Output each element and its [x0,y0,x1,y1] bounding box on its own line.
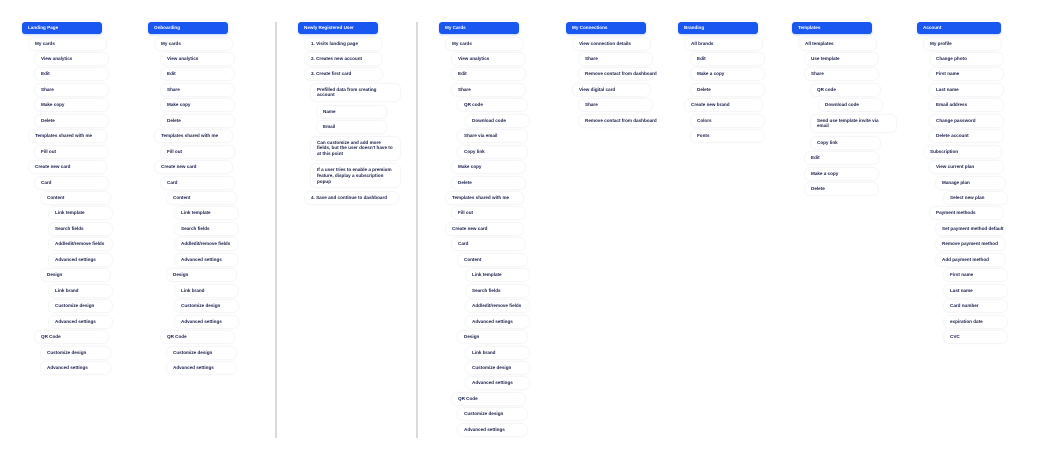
tree-node-level-2[interactable]: Card [35,177,108,189]
tree-node-level-2[interactable]: Delete [35,115,108,127]
tree-node-level-2[interactable]: Payment methods [930,207,1003,219]
column-header-account[interactable]: Account [917,22,1001,34]
tree-node-level-3[interactable]: Copy link [811,137,880,149]
tree-node-level-4[interactable]: Search fields [466,285,529,297]
tree-node-level-3[interactable]: Design [458,331,527,343]
tree-node-level-3[interactable]: Remove payment method [936,238,1005,250]
tree-node-level-3[interactable]: Customize design [41,347,110,359]
tree-node-level-3[interactable]: Content [167,192,236,204]
tree-node-level-2[interactable]: Change password [930,115,1003,127]
tree-node-level-4[interactable]: Advanced settings [49,316,112,328]
tree-node-level-1[interactable]: Create new card [29,161,106,173]
tree-node-level-4[interactable]: Advanced settings [49,254,112,266]
tree-node-level-4[interactable]: Add/edit/remove fields [175,238,238,250]
column-divider [275,22,277,438]
tree-node-level-4[interactable]: Search fields [175,223,238,235]
tree-node-level-2[interactable]: Make copy [35,99,108,111]
tree-node-level-3[interactable]: Advanced settings [167,362,236,374]
tree-node-level-1[interactable]: Templates shared with me [446,192,523,204]
tree-node-level-2[interactable]: Remove contact from dashboard [579,115,652,127]
tree-node-level-4[interactable]: Download code [819,99,882,111]
column-header-onboarding[interactable]: Onboarding [148,22,228,34]
tree-node-level-2[interactable]: QR Code [452,393,525,405]
tree-node-level-1[interactable]: My cards [446,38,523,50]
tree-node-level-3[interactable]: Copy link [458,146,527,158]
tree-node-level-4[interactable]: Add/edit/remove fields [49,238,112,250]
tree-node-level-2[interactable]: Make a copy [691,68,764,80]
tree-node-level-4[interactable]: Advanced settings [466,377,529,389]
tree-node-level-4[interactable]: CVC [944,331,1007,343]
tree-node-level-4[interactable]: Link template [49,207,112,219]
tree-node-level-2[interactable]: Make copy [452,161,525,173]
tree-node-level-2[interactable]: Delete [161,115,234,127]
tree-node-level-2[interactable]: Fonts [691,130,764,142]
tree-node-level-2[interactable]: Fill out [161,146,234,158]
tree-node-level-2[interactable]: Make copy [161,99,234,111]
tree-node-level-2[interactable]: Delete [691,84,764,96]
tree-node-level-2[interactable]: Share [579,99,652,111]
tree-node-level-4[interactable]: Advanced settings [175,254,238,266]
tree-node-level-1[interactable]: 1. Visits landing page [305,38,382,50]
tree-node-level-4[interactable]: Add/edit/remove fields [466,300,529,312]
tree-node-level-1[interactable]: 3. Create first card [305,68,382,80]
tree-node-level-2[interactable]: Share [805,68,878,80]
column-header-my-cards[interactable]: My Cards [439,22,519,34]
tree-node-level-2[interactable]: Make a copy [805,168,878,180]
tree-node-level-2[interactable]: Share [35,84,108,96]
tree-node-level-2[interactable]: Card [161,177,234,189]
tree-node-level-4[interactable]: Advanced settings [466,316,529,328]
tree-node-level-1[interactable]: All templates [799,38,876,50]
tree-node-level-1[interactable]: Create new card [446,223,523,235]
tree-node-level-3[interactable]: Advanced settings [41,362,110,374]
tree-node-level-2[interactable]: Edit [805,152,878,164]
tree-node-level-3[interactable]: Email [317,121,386,133]
tree-node-level-4[interactable]: Customize design [49,300,112,312]
tree-node-level-4[interactable]: Card number [944,300,1007,312]
tree-node-level-2[interactable]: View analytics [161,53,234,65]
column-header-my-connections[interactable]: My Connections [566,22,646,34]
tree-node-level-2[interactable]: Last name [930,84,1003,96]
tree-node-level-4[interactable]: Advanced settings [175,316,238,328]
tree-node-level-2[interactable]: Email address [930,99,1003,111]
tree-node-level-4[interactable]: Customize design [466,362,529,374]
tree-node-level-2[interactable]: QR Code [35,331,108,343]
tree-node-level-2[interactable]: View analytics [35,53,108,65]
tree-node-level-1[interactable]: 4. Save and continue to dashboard [305,192,398,204]
tree-node-level-3[interactable]: Customize design [167,347,236,359]
tree-node-level-2[interactable]: Colors [691,115,764,127]
tree-node-level-1[interactable]: Templates shared with me [155,130,232,142]
tree-node-level-2[interactable]: Edit [452,68,525,80]
tree-node-level-3[interactable]: Content [41,192,110,204]
tree-node-level-3[interactable]: Share via email [458,130,527,142]
tree-node-level-1[interactable]: View connection details [573,38,650,50]
column-header-templates[interactable]: Templates [792,22,872,34]
tree-node-level-3[interactable]: Name [317,106,386,118]
tree-node-level-3[interactable]: Send use template invite via email [811,115,896,132]
column-header-branding[interactable]: Branding [678,22,758,34]
tree-node-level-2[interactable]: View current plan [930,161,1003,173]
tree-node-level-2[interactable]: QR Code [161,331,234,343]
tree-node-level-2[interactable]: Share [452,84,525,96]
tree-node-level-3[interactable]: Manage plan [936,177,1005,189]
column-header-landing[interactable]: Landing Page [22,22,102,34]
tree-node-level-2[interactable]: Edit [161,68,234,80]
tree-node-level-3[interactable]: Add payment method [936,254,1005,266]
tree-node-level-4[interactable]: Customize design [175,300,238,312]
tree-node-level-3[interactable]: Content [458,254,527,266]
tree-node-level-3[interactable]: QR code [811,84,880,96]
tree-node-level-2[interactable]: Edit [35,68,108,80]
tree-node-level-3[interactable]: Design [167,269,236,281]
tree-node-level-2[interactable]: Delete [805,183,878,195]
tree-node-level-4[interactable]: Link brand [466,347,529,359]
tree-node-level-4[interactable]: Select new plan [944,192,1007,204]
tree-node-level-2[interactable]: Delete account [930,130,1003,142]
tree-node-level-3[interactable]: Set payment method default [936,223,1005,235]
tree-node-level-4[interactable]: expiration date [944,316,1007,328]
tree-node-level-2[interactable]: Can customize and add more fields, but the user doesn't have to at this point [311,137,400,160]
tree-node-level-2[interactable]: Share [579,53,652,65]
tree-node-level-2[interactable]: Use template [805,53,878,65]
tree-node-level-4[interactable]: Link template [175,207,238,219]
tree-node-level-2[interactable]: Delete [452,177,525,189]
tree-node-level-2[interactable]: Edit [691,53,764,65]
tree-node-level-2[interactable]: View analytics [452,53,525,65]
tree-node-level-2[interactable]: Fill out [35,146,108,158]
tree-node-level-1[interactable]: Templates shared with me [29,130,106,142]
tree-node-level-1[interactable]: Subscription [924,146,1001,158]
tree-node-level-1[interactable]: My cards [29,38,106,50]
tree-node-level-1[interactable]: View digital card [573,84,650,96]
tree-node-level-1[interactable]: Create new brand [685,99,762,111]
tree-node-level-2[interactable]: Remove contact from dashboard [579,68,652,80]
tree-node-level-4[interactable]: Last name [944,285,1007,297]
tree-node-level-2[interactable]: Prefilled data from creating account [311,84,400,101]
tree-node-level-2[interactable]: First name [930,68,1003,80]
column-divider [416,22,418,438]
tree-node-level-4[interactable]: Link brand [49,285,112,297]
tree-node-level-2[interactable]: Fill out [452,207,525,219]
tree-node-level-2[interactable]: If a user tries to enable a premium feature, display a subscription popup [311,164,400,187]
tree-node-level-1[interactable]: 2. Creates new account [305,53,382,65]
tree-node-level-3[interactable]: Design [41,269,110,281]
tree-node-level-1[interactable]: All brands [685,38,762,50]
tree-node-level-1[interactable]: My profile [924,38,1001,50]
tree-node-level-2[interactable]: Share [161,84,234,96]
tree-node-level-3[interactable]: Customize design [458,408,527,420]
tree-node-level-4[interactable]: First name [944,269,1007,281]
tree-node-level-3[interactable]: QR code [458,99,527,111]
tree-node-level-4[interactable]: Link brand [175,285,238,297]
tree-node-level-4[interactable]: Download code [466,115,529,127]
tree-node-level-1[interactable]: Create new card [155,161,232,173]
column-header-newly-registered[interactable]: Newly Registered User [298,22,378,34]
tree-node-level-2[interactable]: Card [452,238,525,250]
tree-node-level-1[interactable]: My cards [155,38,232,50]
tree-node-level-4[interactable]: Search fields [49,223,112,235]
tree-node-level-4[interactable]: Link template [466,269,529,281]
tree-node-level-3[interactable]: Advanced settings [458,424,527,436]
tree-node-level-2[interactable]: Change photo [930,53,1003,65]
